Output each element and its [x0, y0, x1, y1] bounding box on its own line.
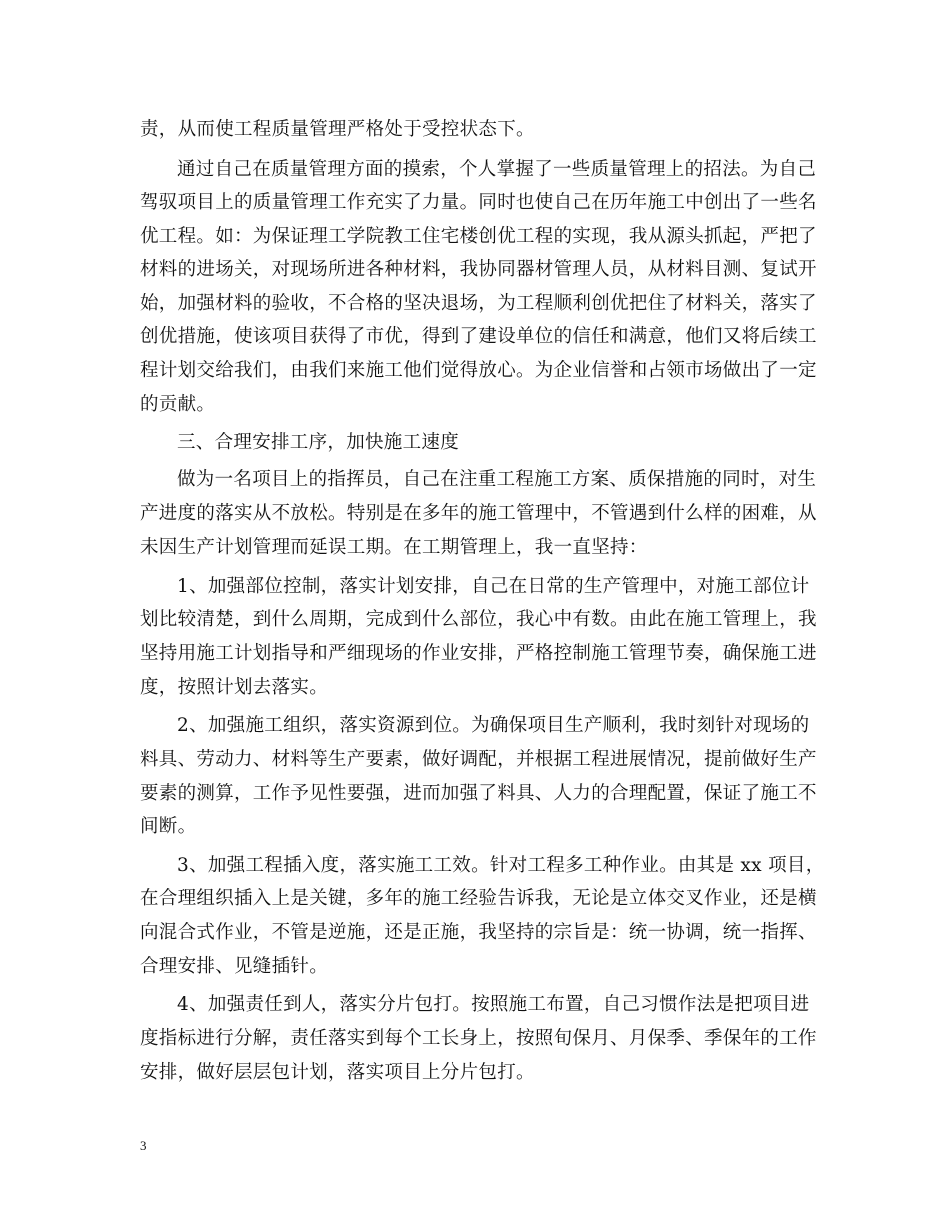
- text-line: 程计划交给我们，由我们来施工他们觉得放心。为企业信誉和占领市场做出了一定: [140, 360, 817, 381]
- text-line: 间断。: [140, 816, 197, 837]
- text-line: 始，加强材料的验收，不合格的坚决退场，为工程顺利创优把住了材料关，落实了: [140, 293, 817, 314]
- section-heading: 三、合理安排工序，加快施工速度: [177, 432, 460, 453]
- text-line: 创优措施，使该项目获得了市优，得到了建设单位的信任和满意，他们又将后续工: [140, 326, 817, 347]
- page-number: 3: [140, 1138, 147, 1153]
- text-line: 的贡献。: [140, 394, 216, 415]
- text-line: 在合理组织插入上是关键，多年的施工经验告诉我，无论是立体交叉作业，还是横: [140, 888, 817, 909]
- text-line: 料具、劳动力、材料等生产要素，做好调配，并根据工程进展情况，提前做好生产: [140, 749, 817, 770]
- text-line: 安排，做好层层包计划，落实项目上分片包打。: [140, 1062, 535, 1083]
- text-line: 未因生产计划管理而延误工期。在工期管理上，我一直坚持：: [140, 537, 648, 558]
- text-line: 要素的测算，工作予见性要强，进而加强了料具、人力的合理配置，保证了施工不: [140, 783, 817, 804]
- text-line: 向混合式作业，不管是逆施，还是正施，我坚持的宗旨是：统一协调，统一指挥、: [140, 922, 817, 943]
- text-line: 通过自己在质量管理方面的摸索，个人掌握了一些质量管理上的招法。为自己: [177, 159, 817, 180]
- text-line: 2、加强施工组织，落实资源到位。为确保项目生产顺利，我时刻针对现场的: [177, 715, 810, 736]
- text-line: 3、加强工程插入度，落实施工工效。针对工程多工种作业。由其是 xx 项目，: [177, 855, 825, 876]
- text-line: 4、加强责任到人，落实分片包打。按照施工布置，自己习惯作法是把项目进: [177, 994, 810, 1015]
- text-line: 责，从而使工程质量管理严格处于受控状态下。: [140, 119, 535, 140]
- text-line: 合理安排、见缝插针。: [140, 956, 329, 977]
- text-line: 划比较清楚，到什么周期，完成到什么部位，我心中有数。由此在施工管理上，我: [140, 609, 817, 630]
- text-line: 做为一名项目上的指挥员，自己在注重工程施工方案、质保措施的同时，对生: [177, 469, 817, 490]
- text-line: 度指标进行分解，责任落实到每个工长身上，按照旬保月、月保季、季保年的工作: [140, 1028, 817, 1049]
- text-line: 材料的进场关，对现场所进各种材料，我协同器材管理人员，从材料目测、复试开: [140, 259, 817, 280]
- text-line: 1、加强部位控制，落实计划安排，自己在日常的生产管理中，对施工部位计: [177, 576, 810, 597]
- text-line: 驾驭项目上的质量管理工作充实了力量。同时也使自己在历年施工中创出了一些名: [140, 192, 817, 213]
- text-line: 度，按照计划去落实。: [140, 677, 329, 698]
- text-line: 优工程。如：为保证理工学院教工住宅楼创优工程的实现，我从源头抓起，严把了: [140, 226, 817, 247]
- text-line: 坚持用施工计划指导和严细现场的作业安排，严格控制施工管理节奏，确保施工进: [140, 643, 817, 664]
- text-line: 产进度的落实从不放松。特别是在多年的施工管理中，不管遇到什么样的困难，从: [140, 503, 817, 524]
